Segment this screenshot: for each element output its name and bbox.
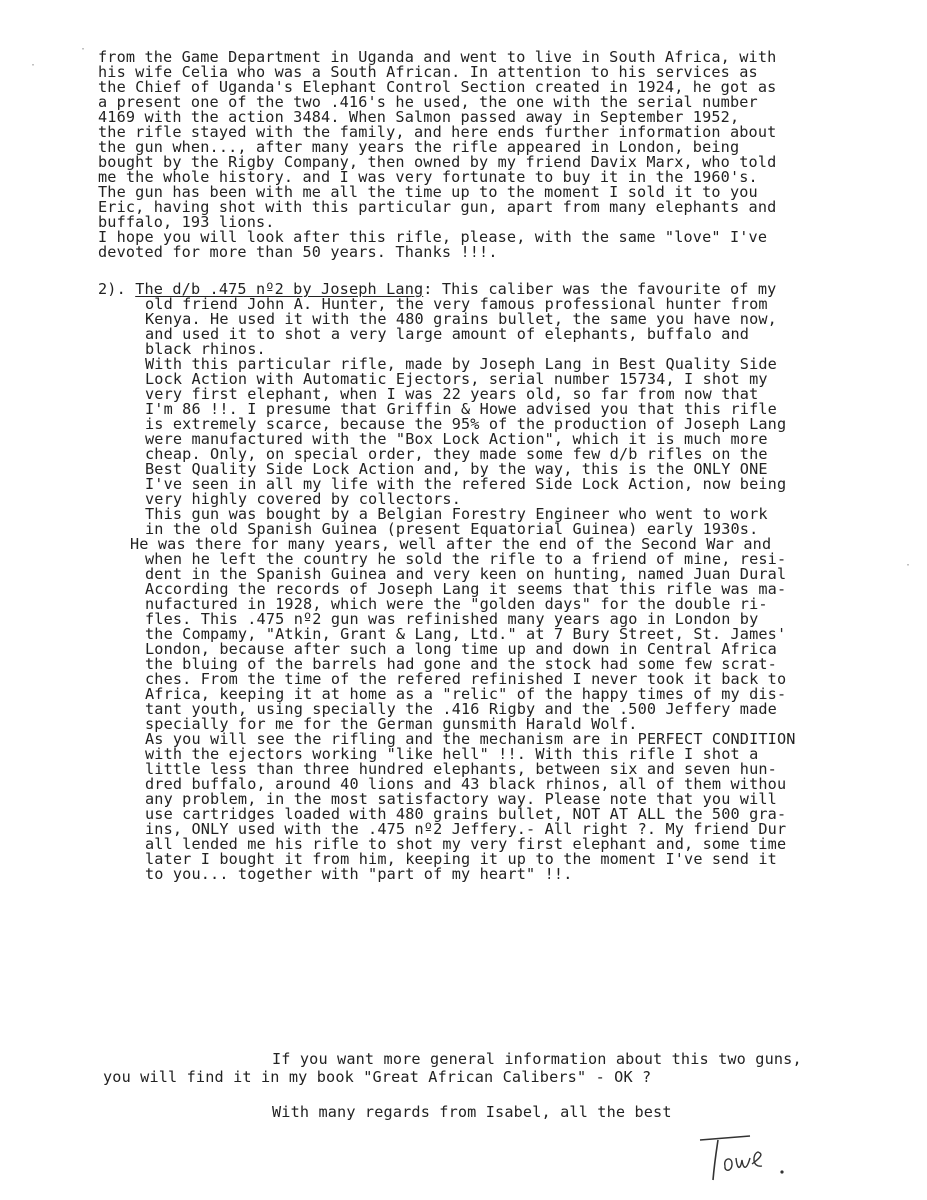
text-line: London, because after such a long time up and down in Central Africa: [145, 640, 777, 658]
text-line: very highly covered by collectors.: [145, 490, 461, 508]
text-line: He was there for many years, well after the end of the Second War and: [130, 535, 772, 553]
closing-line-1: If you want more general information about this two guns,: [272, 1050, 802, 1068]
text-line: the rifle stayed with the family, and here ends further information about: [98, 123, 777, 141]
margin-mark: ·: [905, 560, 912, 571]
text-line: any problem, in the most satisfactory way. Please note that you will: [145, 790, 777, 808]
text-line: the bluing of the barrels had gone and the stock had some few scrat-: [145, 655, 777, 673]
text-line: the Chief of Uganda's Elephant Control Section created in 1924, he got as: [98, 78, 777, 96]
margin-mark: ·: [30, 60, 37, 71]
text-line: Africa, keeping it at home as a "relic" of the happy times of my dis-: [145, 685, 787, 703]
text-line: devoted for more than 50 years. Thanks !!!.: [98, 243, 498, 261]
item-number: 2).: [98, 280, 126, 298]
text-line: in the old Spanish Guinea (present Equatorial Guinea) early 1930s.: [145, 520, 759, 538]
text-line: Kenya. He used it with the 480 grains bullet, the same you have now,: [145, 310, 777, 328]
text-line: when he left the country he sold the rifle to a friend of mine, resi-: [145, 550, 787, 568]
text-line: black rhinos.: [145, 340, 266, 358]
text-line: ins, ONLY used with the .475 nº2 Jeffery.- All right ?. My friend Dur: [145, 820, 787, 838]
text-line: the Compamy, "Atkin, Grant & Lang, Ltd." at 7 Bury Street, St. James': [145, 625, 787, 643]
text-line: were manufactured with the "Box Lock Action", which it is much more: [145, 430, 768, 448]
text-line: to you... together with "part of my heart" !!.: [145, 865, 573, 883]
text-line: later I bought it from him, keeping it up to the moment I've send it: [145, 850, 777, 868]
text-line: I've seen in all my life with the refered Side Lock Action, now being: [145, 475, 787, 493]
text-line: buffalo, 193 lions.: [98, 213, 275, 231]
text-line: Lock Action with Automatic Ejectors, serial number 15734, I shot my: [145, 370, 768, 388]
text-line: cheap. Only, on special order, they made some few d/b rifles on the: [145, 445, 768, 463]
text-line: Eric, having shot with this particular gun, apart from many elephants and: [98, 198, 777, 216]
text-line: dred buffalo, around 40 lions and 43 black rhinos, all of them withou: [145, 775, 787, 793]
text-line: the gun when..., after many years the rifle appeared in London, being: [98, 138, 740, 156]
text-line: his wife Celia who was a South African. In attention to his services as: [98, 63, 758, 81]
item-heading: The d/b .475 nº2 by Joseph Lang: [135, 280, 424, 298]
text-line: all lended me his rifle to shot my very first elephant and, some time: [145, 835, 787, 853]
text-line: According the records of Joseph Lang it seems that this rifle was ma-: [145, 580, 787, 598]
text-line: use cartridges loaded with 480 grains bullet, NOT AT ALL the 500 gra-: [145, 805, 787, 823]
text-line: 4169 with the action 3484. When Salmon passed away in September 1952,: [98, 108, 740, 126]
text-line: is extremely scarce, because the 95% of the production of Joseph Lang: [145, 415, 787, 433]
handwritten-signature: [680, 1128, 820, 1188]
regards-line: With many regards from Isabel, all the best: [272, 1103, 672, 1121]
text-line: I'm 86 !!. I presume that Griffin & Howe advised you that this rifle: [145, 400, 777, 418]
text-line: dent in the Spanish Guinea and very keen on hunting, named Juan Dural: [145, 565, 787, 583]
text-line: I hope you will look after this rifle, please, with the same "love" I've: [98, 228, 768, 246]
text-line: me the whole history. and I was very fortunate to buy it in the 1960's.: [98, 168, 758, 186]
text-line: and used it to shot a very large amount of elephants, buffalo and: [145, 325, 750, 343]
text-line: old friend John A. Hunter, the very famous professional hunter from: [145, 295, 768, 313]
closing-line-2: you will find it in my book "Great African Calibers" - OK ?: [103, 1068, 652, 1086]
text-line: With this particular rifle, made by Joseph Lang in Best Quality Side: [145, 355, 777, 373]
text-line: little less than three hundred elephants, between six and seven hun-: [145, 760, 777, 778]
text-line: fles. This .475 nº2 gun was refinished many years ago in London by: [145, 610, 759, 628]
item-first-line-rest: : This caliber was the favourite of my: [423, 280, 777, 298]
text-line: bought by the Rigby Company, then owned by my friend Davix Marx, who told: [98, 153, 777, 171]
text-line: ches. From the time of the refered refinished I never took it back to: [145, 670, 787, 688]
text-line: a present one of the two .416's he used, the one with the serial number: [98, 93, 758, 111]
text-line: from the Game Department in Uganda and went to live in South Africa, with: [98, 48, 777, 66]
text-line: nufactured in 1928, which were the "golden days" for the double ri-: [145, 595, 768, 613]
text-line: Best Quality Side Lock Action and, by the way, this is the ONLY ONE: [145, 460, 768, 478]
text-line: This gun was bought by a Belgian Forestry Engineer who went to work: [145, 505, 768, 523]
text-line: with the ejectors working "like hell" !!. With this rifle I shot a: [145, 745, 759, 763]
text-line: tant youth, using specially the .416 Rigby and the .500 Jeffery made: [145, 700, 777, 718]
margin-mark: ·: [80, 44, 87, 55]
text-line: specially for me for the German gunsmith Harald Wolf.: [145, 715, 638, 733]
text-line: very first elephant, when I was 22 years old, so far from now that: [145, 385, 759, 403]
text-line: As you will see the rifling and the mechanism are in PERFECT CONDITION: [145, 730, 796, 748]
text-line: The gun has been with me all the time up to the moment I sold it to you: [98, 183, 758, 201]
